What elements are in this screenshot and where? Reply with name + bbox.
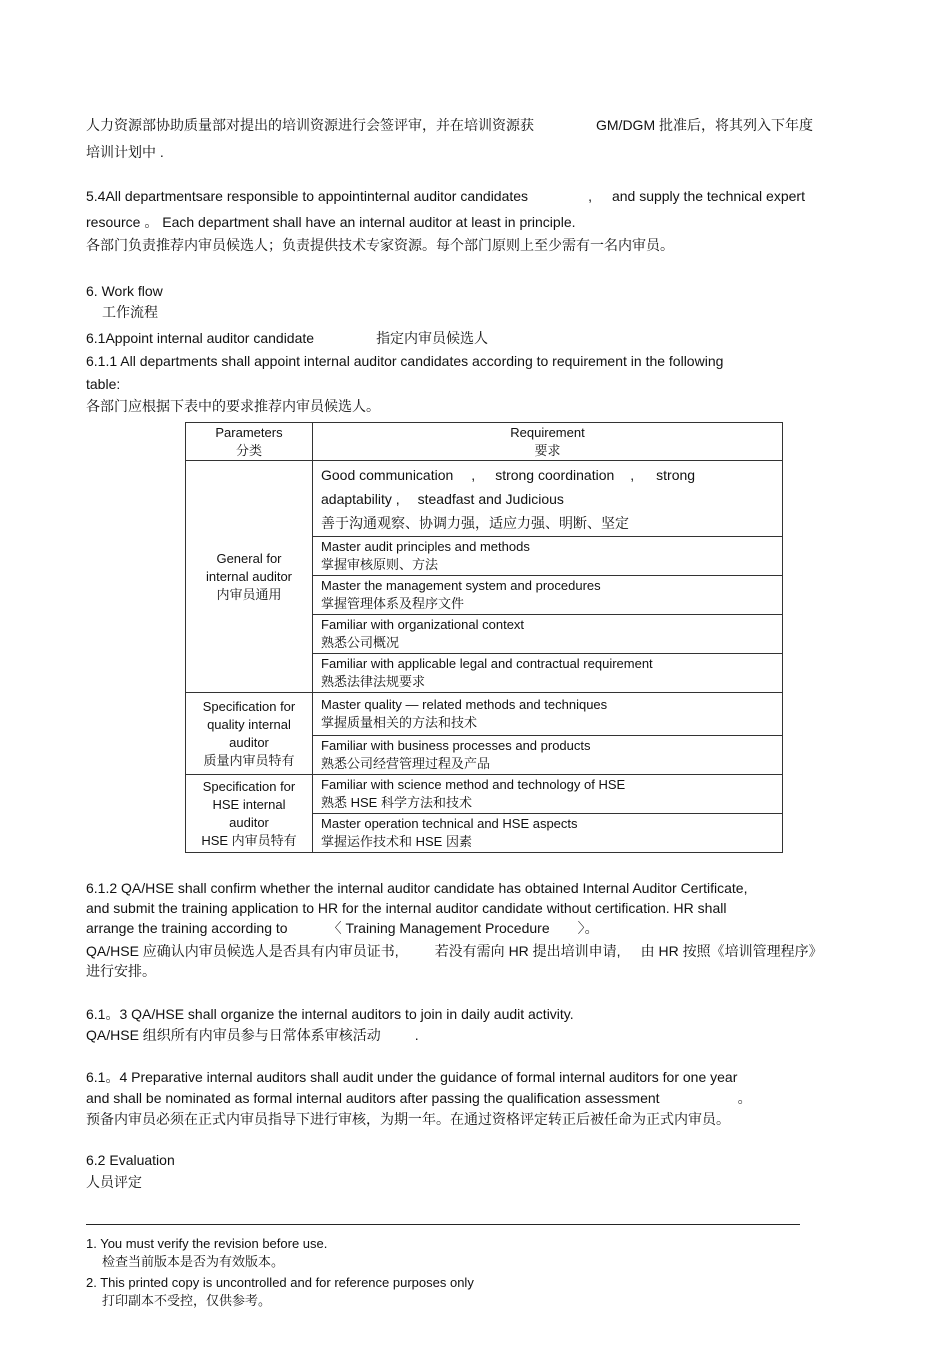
p614-line2-b: 。 [737,1090,752,1106]
req-part: , [471,466,476,483]
header-parameters [186,423,313,461]
req-cn: 掌握管理体系及程序文件 [321,596,465,611]
p613-cn-end: . [414,1027,419,1043]
p612-cn2: 进行安排。 [86,963,156,979]
req-line [321,463,774,487]
req-part: strong coordination [495,466,615,483]
p612-line1: 6.1.2 QA/HSE shall confirm whether the internal auditor candidate has obtained Internal Auditor Certificate, [86,880,748,896]
req-line [321,487,774,511]
p614-line1: 6.1。4 Preparative internal auditors shall audit under the guidance of formal internal auditors for one year [86,1069,738,1085]
req-part: , [630,466,635,483]
p614-line2-a: and shall be nominated as formal internal auditors after passing the qualification assessment [86,1090,660,1106]
param-line: Specification for [202,778,296,794]
p611-line2: table: [86,376,121,392]
footer-note1: 1. You must verify the revision before use. [86,1236,328,1251]
p612-line3-a: arrange the training according to [86,920,288,936]
req-part: adaptability , [321,490,400,507]
req-cn: 善于沟通观察、协调力强，适应力强、明断、坚定 [321,514,629,531]
param-line: HSE 内审员特有 [201,832,297,848]
hr-para-text-b: GM/DGM 批准后，将其列入下年度 [596,117,813,133]
req-cell [313,654,783,693]
section62-title: 6.2 Evaluation [86,1152,175,1168]
p613-line1: 6.1。3 QA/HSE shall organize the internal auditors to join in daily audit activity. [86,1006,574,1022]
p613-cn-text: QA/HSE 组织所有内审员参与日常体系审核活动 [86,1027,381,1043]
header-req-cn: 要求 [534,442,561,458]
param-line: 质量内审员特有 [203,752,295,768]
table-header-row [186,423,783,461]
table-row [186,461,783,537]
header-param-cn: 分类 [235,442,262,458]
param-line: auditor [229,814,269,830]
param-hse [186,775,313,853]
req-en: Familiar with organizational context [321,617,525,632]
footer-rule: ——————————————————————————————————————————————————— [86,1215,800,1231]
p612-cn-a: QA/HSE 应确认内审员候选人是否具有内审员证书, [86,943,399,959]
p612-line3-c: 〉。 [577,920,599,936]
req-en: Familiar with business processes and products [321,738,591,753]
req-en: Master the management system and procedures [321,578,601,593]
req-cn: 掌握运作技术和 HSE 因素 [321,834,472,849]
req-en: Familiar with science method and technology of HSE [321,777,626,792]
footer-note2-cn: 打印副本不受控，仅供参考。 [102,1293,272,1308]
table-row [186,693,783,736]
req-en: Master quality — related methods and techniques [321,697,608,712]
section61-title [86,329,488,347]
req-cell [313,693,783,736]
section6-title-cn: 工作流程 [102,304,158,320]
req-cn: 掌握质量相关的方法和技术 [321,715,478,730]
param-line: General for [216,550,282,566]
p54-comma: , [588,188,592,204]
req-part: steadfast and Judicious [417,490,564,507]
footer-note2: 2. This printed copy is uncontrolled and for reference purposes only [86,1275,474,1290]
req-cell [313,615,783,654]
p612-cn-b: 若没有需向 HR 提出培训申请, [434,943,621,959]
req-cn: 熟悉公司概况 [321,635,400,650]
p612-cn1 [86,942,823,960]
header-req-en: Requirement [510,424,585,440]
section61-title-cn: 指定内审员候选人 [376,330,489,346]
req-en: Master operation technical and HSE aspects [321,816,578,831]
req-cn: 熟悉 HSE 科学方法和技术 [321,795,472,810]
req-communication [313,461,783,537]
param-line: auditor [229,734,269,750]
section62-title-cn: 人员评定 [86,1174,142,1190]
param-line: internal auditor [206,568,292,584]
req-cn: 熟悉公司经营管理过程及产品 [321,756,491,771]
p54-text-c: and supply the technical expert [611,188,805,204]
p613-cn [86,1026,419,1044]
p612-line3 [86,919,599,937]
param-general [186,461,313,693]
req-en: Familiar with applicable legal and contractual requirement [321,656,653,671]
section6-title: 6. Work flow [86,283,163,299]
p614-line2 [86,1089,752,1107]
p611-cn: 各部门应根据下表中的要求推荐内审员候选人。 [86,398,380,414]
param-line: 内审员通用 [216,586,282,602]
req-cell [313,814,783,853]
p54-text-a: 5.4All departmentsare responsible to appointinternal auditor candidates [86,188,529,204]
req-cell [313,736,783,775]
req-cell [313,537,783,576]
hr-para-line1 [86,116,813,134]
req-cn: 掌握审核原则、方法 [321,557,439,572]
p612-cn-c: 由 HR 按照《培训管理程序》 [640,943,823,959]
p54-line3: 各部门负责推荐内审员候选人；负责提供技术专家资源。每个部门原则上至少需有一名内审员。 [86,237,674,253]
table-row [186,775,783,814]
p614-cn: 预备内审员必须在正式内审员指导下进行审核，为期一年。在通过资格评定转正后被任命为正式内审员。 [86,1111,730,1127]
req-part: strong [656,466,696,483]
training-procedure-ref: 〈 Training Management Procedure [327,920,550,936]
param-line: Specification for [202,698,296,714]
hr-para-line2: 培训计划中 . [86,144,164,160]
param-quality [186,693,313,775]
param-line: quality internal [207,716,291,732]
req-en: Master audit principles and methods [321,539,530,554]
req-part: Good communication [321,466,454,483]
param-line: HSE internal [212,796,286,812]
req-cell [313,775,783,814]
req-cn: 熟悉法律法规要求 [321,674,426,689]
hr-para-text-a: 人力资源部协助质量部对提出的培训资源进行会签评审，并在培训资源获 [86,117,534,133]
requirements-table [185,422,783,853]
p54-line1 [86,187,805,205]
header-param-en: Parameters [215,424,283,440]
p54-line2: resource 。 Each department shall have an internal auditor at least in principle. [86,214,576,230]
p612-line2: and submit the training application to HR for the internal auditor candidate without certification. HR shall [86,900,727,916]
section61-title-en: 6.1Appoint internal auditor candidate [86,330,315,346]
footer-note1-cn: 检查当前版本是否为有效版本。 [102,1254,285,1269]
header-requirement [313,423,783,461]
p611-line1: 6.1.1 All departments shall appoint internal auditor candidates according to requirement in the following [86,353,724,369]
req-cell [313,576,783,615]
